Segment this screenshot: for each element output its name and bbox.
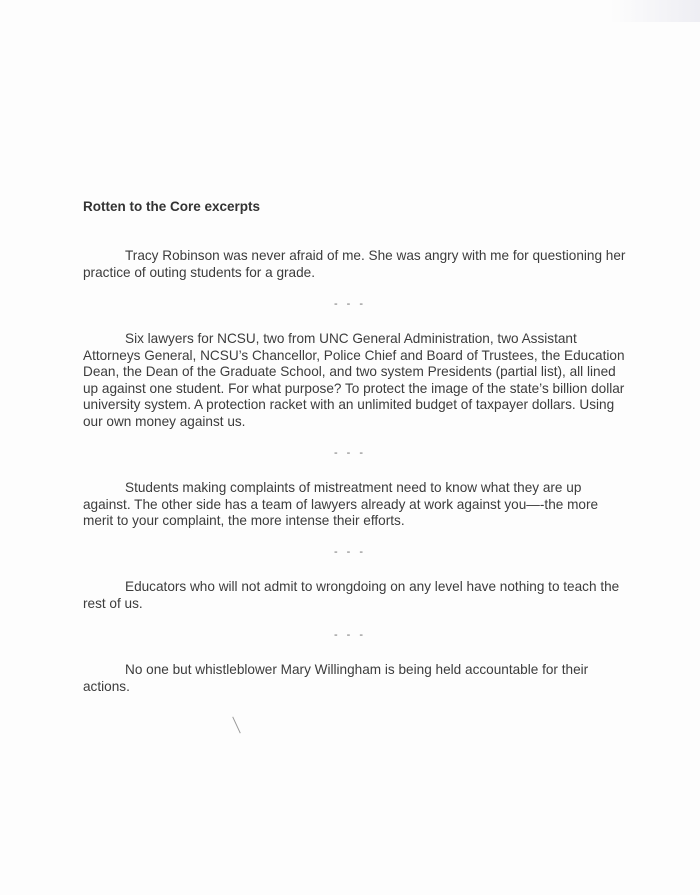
separator-3: - - - [333,546,367,558]
document-title: Rotten to the Core excerpts [83,199,261,214]
excerpt-paragraph-2: Six lawyers for NCSU, two from UNC General Administration, two Assistant Attorneys General, NCSU’s Chancellor, Police Chief and Board of Trustees, the Education Dean, the Dean of the Graduate School, and two system Presidents (partial list), all lined up against one student. For what purpose? To protect the image of the state’s billion dollar university system. A protection racket with an unlimited budget of taxpayer dollars. Using our own money against us. [83,331,625,429]
separator-2: - - - [333,447,367,459]
excerpt-paragraph-5: No one but whistleblower Mary Willingham is being held accountable for their actions. [83,662,589,694]
excerpt-paragraph-1: Tracy Robinson was never afraid of me. She was angry with me for questioning her practice of outing students for a grade. [83,248,626,280]
excerpt-paragraph-3: Students making complaints of mistreatment need to know what they are up against. The other side has a team of lawyers already at work against you—-the more merit to your complaint, the more intense their efforts. [83,480,599,529]
pen-mark [232,717,241,734]
scan-artifact [610,0,700,22]
excerpt-paragraph-4: Educators who will not admit to wrongdoing on any level have nothing to teach the rest of us. [83,579,620,611]
separator-1: - - - [333,298,367,310]
separator-4: - - - [333,629,367,641]
